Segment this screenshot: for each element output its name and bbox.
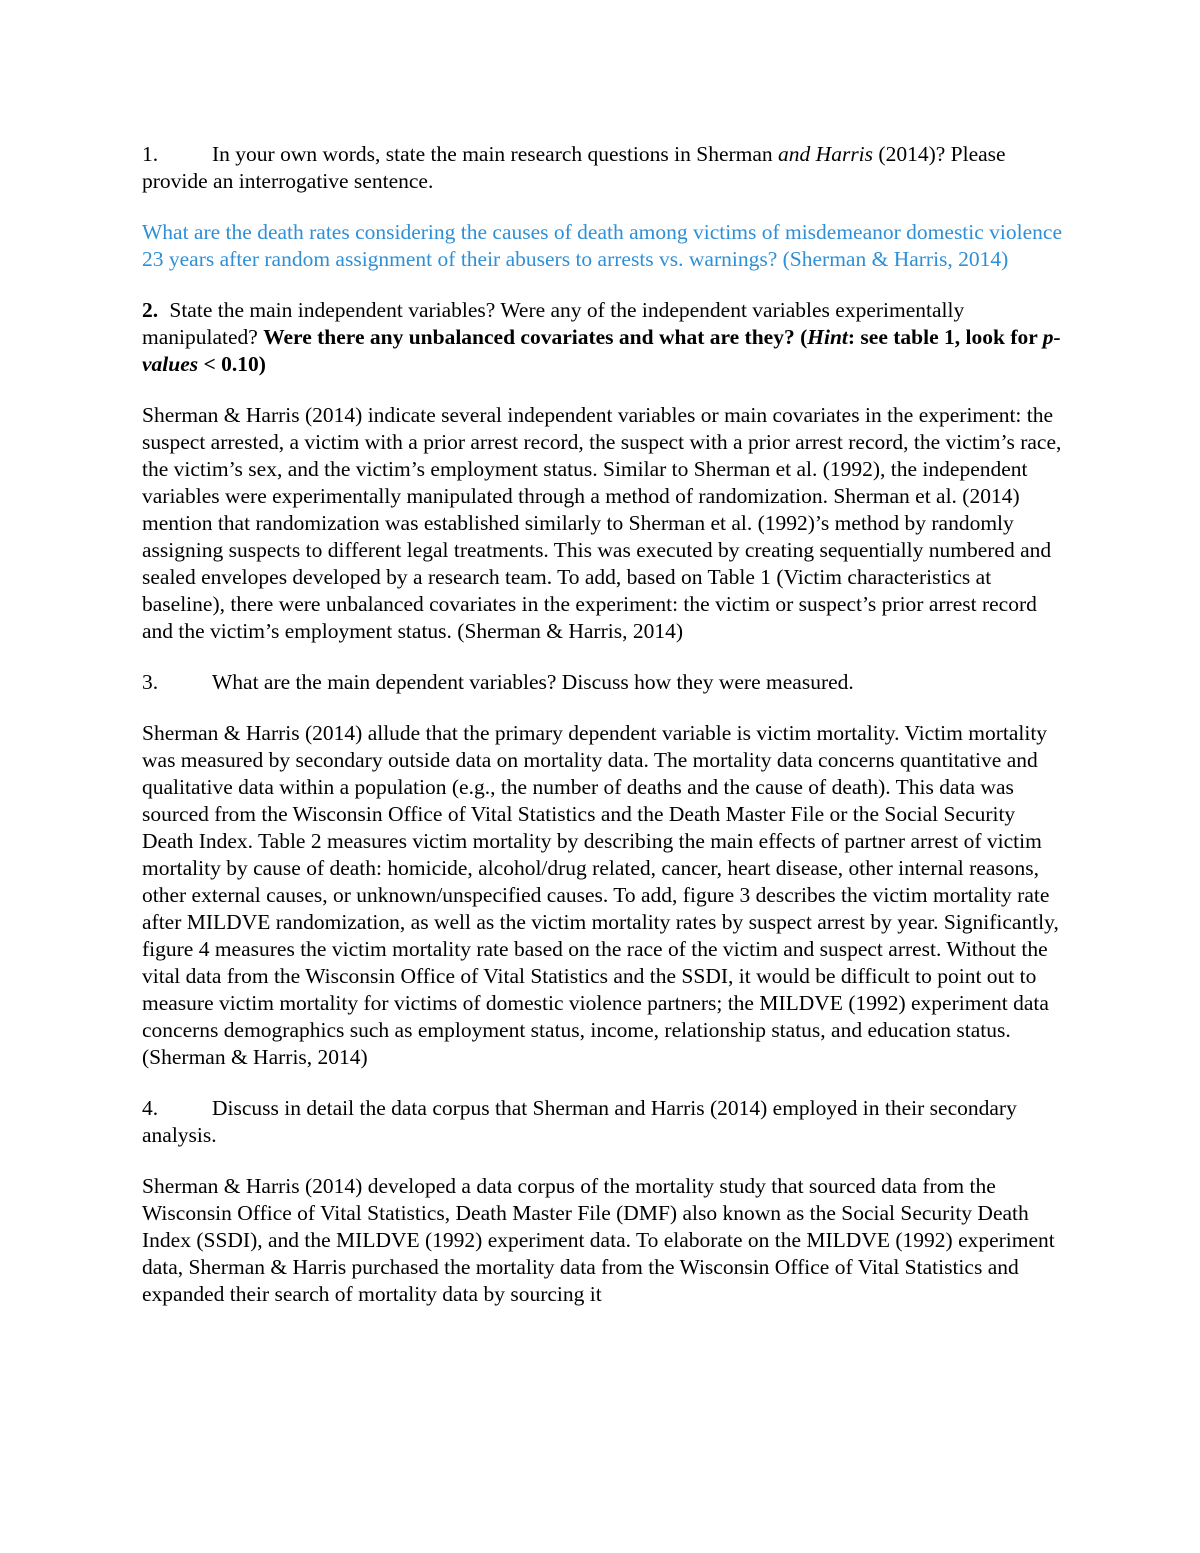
question-2-number: 2. (142, 298, 159, 322)
question-2-text-a: State the main independent variables? Were any of the independent variables experimentally manipulated? (142, 298, 965, 349)
question-3-text: What are the main dependent variables? Discuss how they were measured. (212, 670, 854, 694)
question-4 (142, 1095, 1062, 1149)
question-1 (142, 141, 1062, 195)
question-1-text-b: (2014)? Please provide an interrogative sentence. (142, 142, 1006, 193)
question-1-number: 1. (142, 142, 159, 166)
answer-3: Sherman & Harris (2014) allude that the primary dependent variable is victim mortality. Victim mortality was measured by secondary outside data on mortality data. The mortality data concerns quantitative and qualitative data within a population (e.g., the number of deaths and the cause of death). This data was sourced from the Wisconsin Office of Vital Statistics and the Death Master File or the Social Security Death Index. Table 2 measures victim mortality by describing the main effects of partner arrest of victim mortality by cause of death: homicide, alcohol/drug related, cancer, heart disease, other internal reasons, other external causes, or unknown/unspecified causes. To add, figure 3 describes the victim mortality rate after MILDVE randomization, as well as the victim mortality rates by suspect arrest by year. Significantly, figure 4 measures the victim mortality rate based on the race of the victim and suspect arrest. Without the vital data from the Wisconsin Office of Vital Statistics and the SSDI, it would be difficult to point out to measure victim mortality for victims of domestic violence partners; the MILDVE (1992) experiment data concerns demographics such as employment status, income, relationship status, and education status. (Sherman & Harris, 2014) (142, 721, 1059, 1069)
question-2-p-values: p-values (142, 325, 1061, 376)
question-4-number: 4. (142, 1096, 159, 1120)
question-2-hint: Hint (807, 325, 848, 349)
question-1-text-a: In your own words, state the main research questions in Sherman (212, 142, 779, 166)
question-2-bold-b: : see table 1, look for (847, 325, 1043, 349)
question-2 (142, 297, 1062, 378)
question-4-text: Discuss in detail the data corpus that Sherman and Harris (2014) employed in their secondary analysis. (142, 1096, 1017, 1147)
answer-2: Sherman & Harris (2014) indicate several independent variables or main covariates in the experiment: the suspect arrested, a victim with a prior arrest record, the suspect with a prior arrest record, the victim’s race, the victim’s sex, and the victim’s employment status. Similar to Sherman et al. (1992), the independent variables were experimentally manipulated through a method of randomization. Sherman et al. (2014) mention that randomization was established similarly to Sherman et al. (1992)’s method by randomly assigning suspects to different legal treatments. This was executed by creating sequentially numbered and sealed envelopes developed by a research team. To add, based on Table 1 (Victim characteristics at baseline), there were unbalanced covariates in the experiment: the victim or suspect’s prior arrest record and the victim’s employment status. (Sherman & Harris, 2014) (142, 403, 1062, 643)
document-page (142, 141, 1062, 1332)
question-1-text-italic: and Harris (778, 142, 874, 166)
question-2-bold-c: < 0.10) (198, 352, 266, 376)
question-2-bold-a: Were there any unbalanced covariates and what are they? ( (263, 325, 808, 349)
answer-4: Sherman & Harris (2014) developed a data corpus of the mortality study that sourced data from the Wisconsin Office of Vital Statistics, Death Master File (DMF) also known as the Social Security Death Index (SSDI), and the MILDVE (1992) experiment data. To elaborate on the MILDVE (1992) experiment data, Sherman & Harris purchased the mortality data from the Wisconsin Office of Vital Statistics and expanded their search of mortality data by sourcing it (142, 1174, 1055, 1306)
answer-1: What are the death rates considering the causes of death among victims of misdemeanor domestic violence 23 years after random assignment of their abusers to arrests vs. warnings? (Sherman & Harris, 2014) (142, 220, 1062, 271)
question-3-number: 3. (142, 670, 159, 694)
question-3 (142, 669, 1062, 696)
